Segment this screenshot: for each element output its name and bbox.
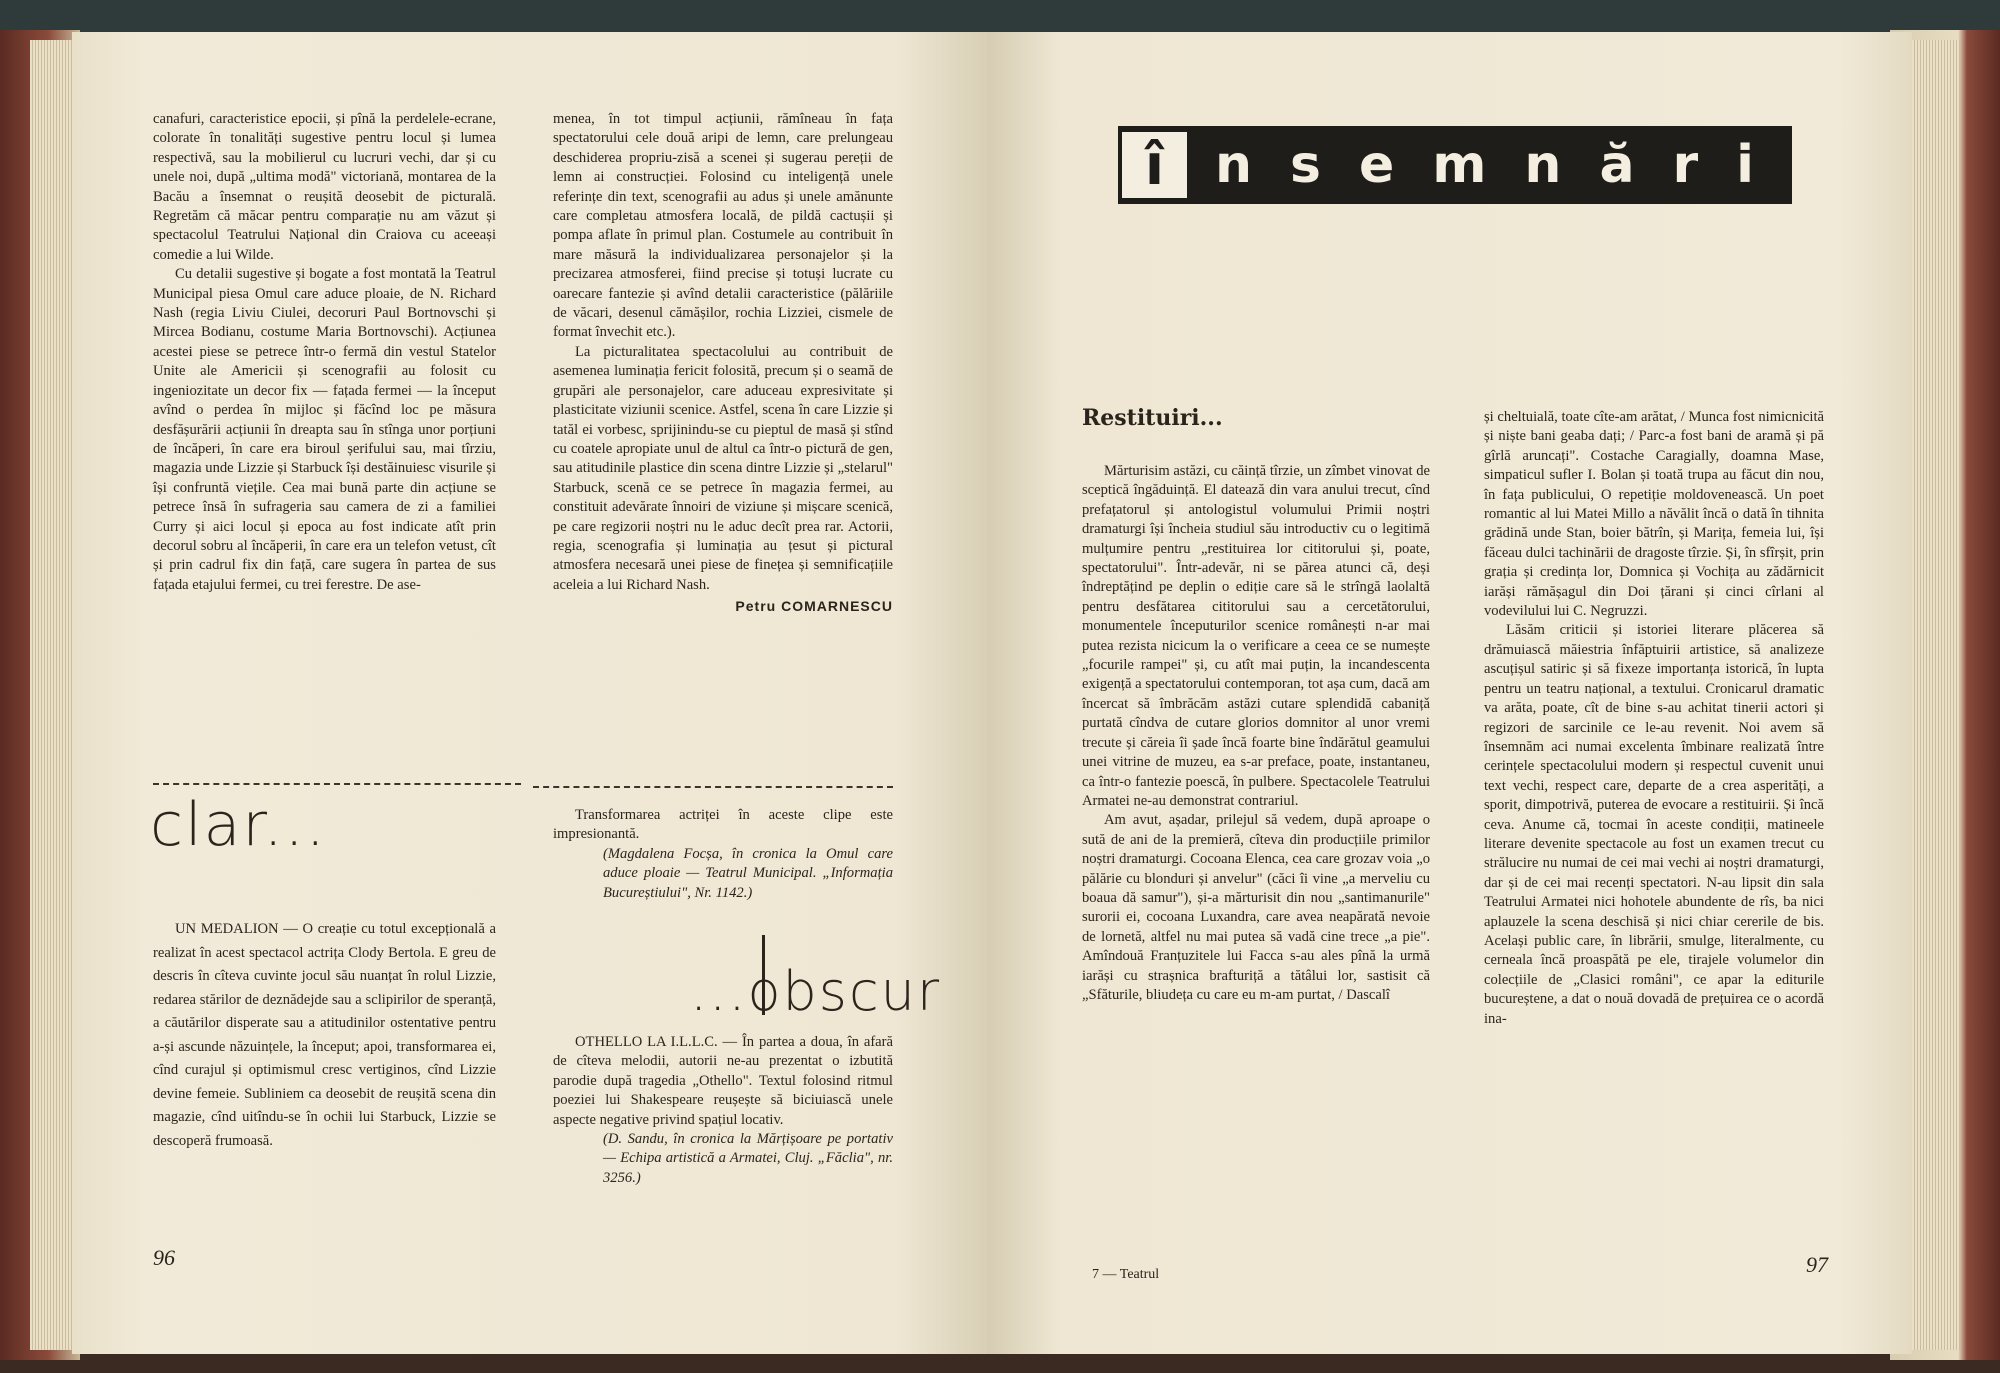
banner-title: nsemnări [1215, 135, 1792, 195]
clar-heading: clar... [150, 790, 327, 860]
section-title: Restituiri... [1082, 405, 1223, 431]
paragraph: La picturalitatea spectacolului au contribuit de asemenea luminația fericit folosită, precum și o seamă de grupări ale personajelor, care aduceau expresivitate și plasticitate viziunii scenice. Astfel, scena în care Lizzie și tatăl ei vorbesc, sprijinindu-se cu pieptul de masă și stînd cu coatele apropiate unul de altul ca într-o pictură de gen, sau atitudinile plastice din scena dintre Lizzie și „stelarul" Starbuck, scenă ce se petrece în magazia fermei, au constituit adevărate înnoiri de viziune și mișcare scenică, pe care regizorii noștri nu le aduc decît prea rar. Actorii, regia, scenografia și luminația au țesut și pictural atmosfera necesară unei piese de finețea și semnificațiile aceleia a lui Richard Nash. [553, 343, 893, 593]
dashed-divider-right [533, 786, 893, 788]
clar-column [153, 918, 496, 1153]
paragraph: Transformarea actriței în aceste clipe este impresionantă. [553, 807, 893, 843]
paragraph: Lăsăm criticii și istoriei literare plăcerea să drămuiască măiestria înfăptuirii artistice, să analizeze ascuțișul satiric și să fixeze importanța istorică, în lupta pentru un teatru național, a textului. Cronicarul dramatic va arăta, poate, cît de bine s-au achitat tinerii actori și regizori de sarcinile ce le-au revenit. Noi avem să însemnăm aci numai excelenta îmbinare realizată între cerințele spectacolului modern și respectul cuvenit unui text vechi, respect care, departe de a crea asperități, a sporit, dimpotrivă, puterea de evocare a restituirii. Și încă ceva. Anume că, tocmai în aceste condiții, matineele literare devenite spectacole au fost un examen trecut cu strălucire nu numai de cei mai vechi ai noștri dramaturgi, dar și de cei mai recenți spectatori. N-au lipsit din sala Teatrului Armatei nici hohotele abundente de rîs, ba nici aplauzele la scena deschisă și nici chiar cererile de bis. Același public care, în librării, smulge, literalmente, cu cerneala încă proaspătă pe ele, tirajele volumelor din colecțiile de „Clasici români", ce apar la editurile bucureștene, a dat o nouă dovadă de prețuirea ce o acordă ina- [1484, 622, 1824, 1027]
obscur-column [553, 1033, 893, 1188]
paragraph: Cu detalii sugestive și bogate a fost montată la Teatrul Municipal piesa Omul care aduce ploaie, de N. Richard Nash (regia Liviu Ciulei, decoruri Paul Bortnovschi și Mircea Bodianu, costume Maria Bortnovschi). Acțiunea acestei piese se petrece într-o fermă din vestul Statelor Unite ale Americii și scenografii au folosit cu ingeniozitate un decor fix — fațada fermei — la început avînd o perdea în mijloc și făcînd loc pe măsura desfășurării acțiunii în dreapta sau în stînga unor porțiuni de încăperi, în care era biroul șerifului sau, mai tîrziu, magazia unde Lizzie și Starbuck își destăinuiesc visurile și își confruntă viețile. Cea mai bună parte din acțiune se petrece însă în sufrageria sau camera de zi a familiei Curry și aici locul și epoca au fost indicate atît prin decorul sobru al încăperii, în care era un telefon vetust, cît și prin cadrul fix din față, care sugera în partea de sus fațada etajului fermei, cu trei ferestre. De ase- [153, 266, 496, 593]
left-page-column-2 [553, 110, 893, 617]
source-citation: (D. Sandu, în cronica la Mărțișoare pe portativ — Echipa artistică a Armatei, Cluj. „Făclia", nr. 3256.) [603, 1131, 893, 1186]
paragraph: Am avut, așadar, prilejul să vedem, după aproape o sută de ani de la premieră, cîteva din producțiile primilor noștri dramaturgi. Cocoana Elenca, cea care grozav voia „o pălărie cu blonduri și anvelur" (căci îi vine „a merveliu cu boaua dă samur"), și-a mărturisit din nou „santimanurile" surorii ei, cocoana Luxandra, care avea neapărată nevoie de lornetă, altfel nu mai putea să vadă cine trece „a pie". Amîndouă Franțuzitele lui Facca s-au ales pînă la urmă iarăși cu strașnica brafturiță a tătâlui lor, sastisit că „Sfăturile, bliudeța cu care eu m-am purtat, / Dascalî [1082, 812, 1430, 1003]
banner-initial: î [1122, 132, 1187, 198]
obscur-heading: ...obscur [690, 960, 942, 1023]
paragraph: și cheltuială, toate cîte-am arătat, / Munca fost nimicnicită și niște bani geaba dați; / Parc-a fost bani de aramă și pă gîrlă aruncați". Costache Caragially, doamna Mase, simpaticul sufler I. Bolan și toată trupa au făcut din nou, în fața publicului, O repetiție moldovenească. Un poet romantic al lui Matei Millo a năvălit încă o dată în tihnita grădină unde Stan, boier bătrîn, și Marița, femeia lui, își făceau dulci tachinării de dragoste tîrzie. Și, în sfîrșit, prin grația și credința lor, Domnica și Vochița au zădărnicit iarăși rămășagul din Doi țărani și cinci cîrlani al vodevilului lui C. Negruzzi. [1484, 409, 1824, 620]
paragraph: UN MEDALION — O creație cu totul excepțională a realizat în acest spectacol actrița Clody Bertola. E greu de descris în cîteva cuvinte jocul său nuanțat în rolul Lizzie, redarea stărilor de deznădejde sau a sclipirilor de speranță, a căutărilor disperate sau a atitudinilor ostentative pentru a-și ascunde năzuințele, la început; apoi, transformarea ei, cînd curajul și optimismul cresc vertiginos, cînd Lizzie devine femeie. Subliniem ca deosebit de reușită scena din magazie, cînd uitîndu-se în ochii lui Starbuck, Lizzie se descoperă frumoasă. [153, 921, 496, 1149]
paragraph: OTHELLO LA I.L.L.C. — În partea a doua, în afară de cîteva melodii, autorii ne-au prezentat o izbutită parodie după tragedia „Othello". Textul folosind ritmul poeziei lui Shakespeare reușește să biciuiască unele aspecte negative privind spațiul locativ. [553, 1034, 893, 1128]
page-footer: 7 — Teatrul [1092, 1267, 1160, 1282]
right-page-column-2 [1484, 408, 1824, 1029]
source-citation: (Magdalena Focșa, în cronica la Omul care aduce ploaie — Teatrul Municipal. „Informația Bucureștiului", Nr. 1142.) [603, 845, 893, 901]
right-page-column-1 [1082, 462, 1430, 1005]
page-number-left: 96 [153, 1245, 175, 1270]
clar-continuation-column [553, 806, 893, 903]
paragraph: menea, în tot timpul acțiunii, rămîneau în fața spectatorului cele două aripi de lemn, care prelungeau deschiderea propriu-zisă a scenei și sugerau pereții de lemn ai construcției. Folosind cu inteligență unele referințe din text, scenografii au adus și unele amănunte care completau atmosfera locală, de pildă cactușii și pompa aflate în primul plan. Costumele au contribuit în mare măsură la individualizarea personajelor și la precizarea atmosferei, fiind precise și totuși lucrate cu oarecare fantezie și avînd detalii caracteristice (pălăriile de văcari, desenul cămășilor, rochia Lizziei, cismele de format învechit etc.). [553, 111, 893, 341]
paragraph: canafuri, caracteristice epocii, și pînă la perdelele-ecrane, colorate în tonalități sugestive pentru locul și lumea respectivă, sau la mobilierul cu lucruri vechi, dar și cu unele noi, după „ultima modă" victoriană, montarea de la Bacău a însemnat o reușită deosebit de picturală. Regretăm că măcar pentru comparație nu am văzut și spectacolul Teatrului Național din Craiova cu aceeași comedie a lui Wilde. [153, 111, 496, 263]
author-signature: Petru COMARNESCU [735, 598, 893, 615]
paragraph: Mărturisim astăzi, cu căință tîrzie, un zîmbet vinovat de sceptică îngăduință. El datează din vara anului trecut, cînd prefațatorul și antologistul volumului Primii noștri dramaturgi își încheia studiul său introductiv cu o legitimă mulțumire pentru „restituirea lor cititorului și, poate, spectatorului". Într-adevăr, ni se părea atunci că, deși îndreptățind pe deplin o ediție care să le strîngă laolaltă pentru desfătarea cititorului sau a cercetătorului, monumentele începuturilor scenice românești n-ar mai putea rezista nicicum la o verificare a ceea ce se numește „focurile rampei" și, cu atît mai puțin, la incandescenta exigență a spectatorului contemporan, tot așa cum, dacă am încercat să îmbrăcăm astăzi cutare splendidă cabanițǎ purtată cîndva de cutare glorios domnitor al unor vremi trecute și căreia îi șade încă foarte bine îndărătul geamului unei vitrine de muzeu, ea s-ar preface, poate, instantaneu, ca într-o fantezie poescă, în pulbere. Spectacolele Teatrului Armatei ne-au demonstrat contrariul. [1082, 463, 1430, 809]
page-edges-left [30, 40, 75, 1350]
background-strip [0, 0, 2000, 34]
left-page-column-1 [153, 110, 496, 595]
section-banner [1118, 126, 1792, 204]
dashed-divider-left [153, 783, 521, 785]
page-number-right: 97 [1806, 1252, 1828, 1277]
